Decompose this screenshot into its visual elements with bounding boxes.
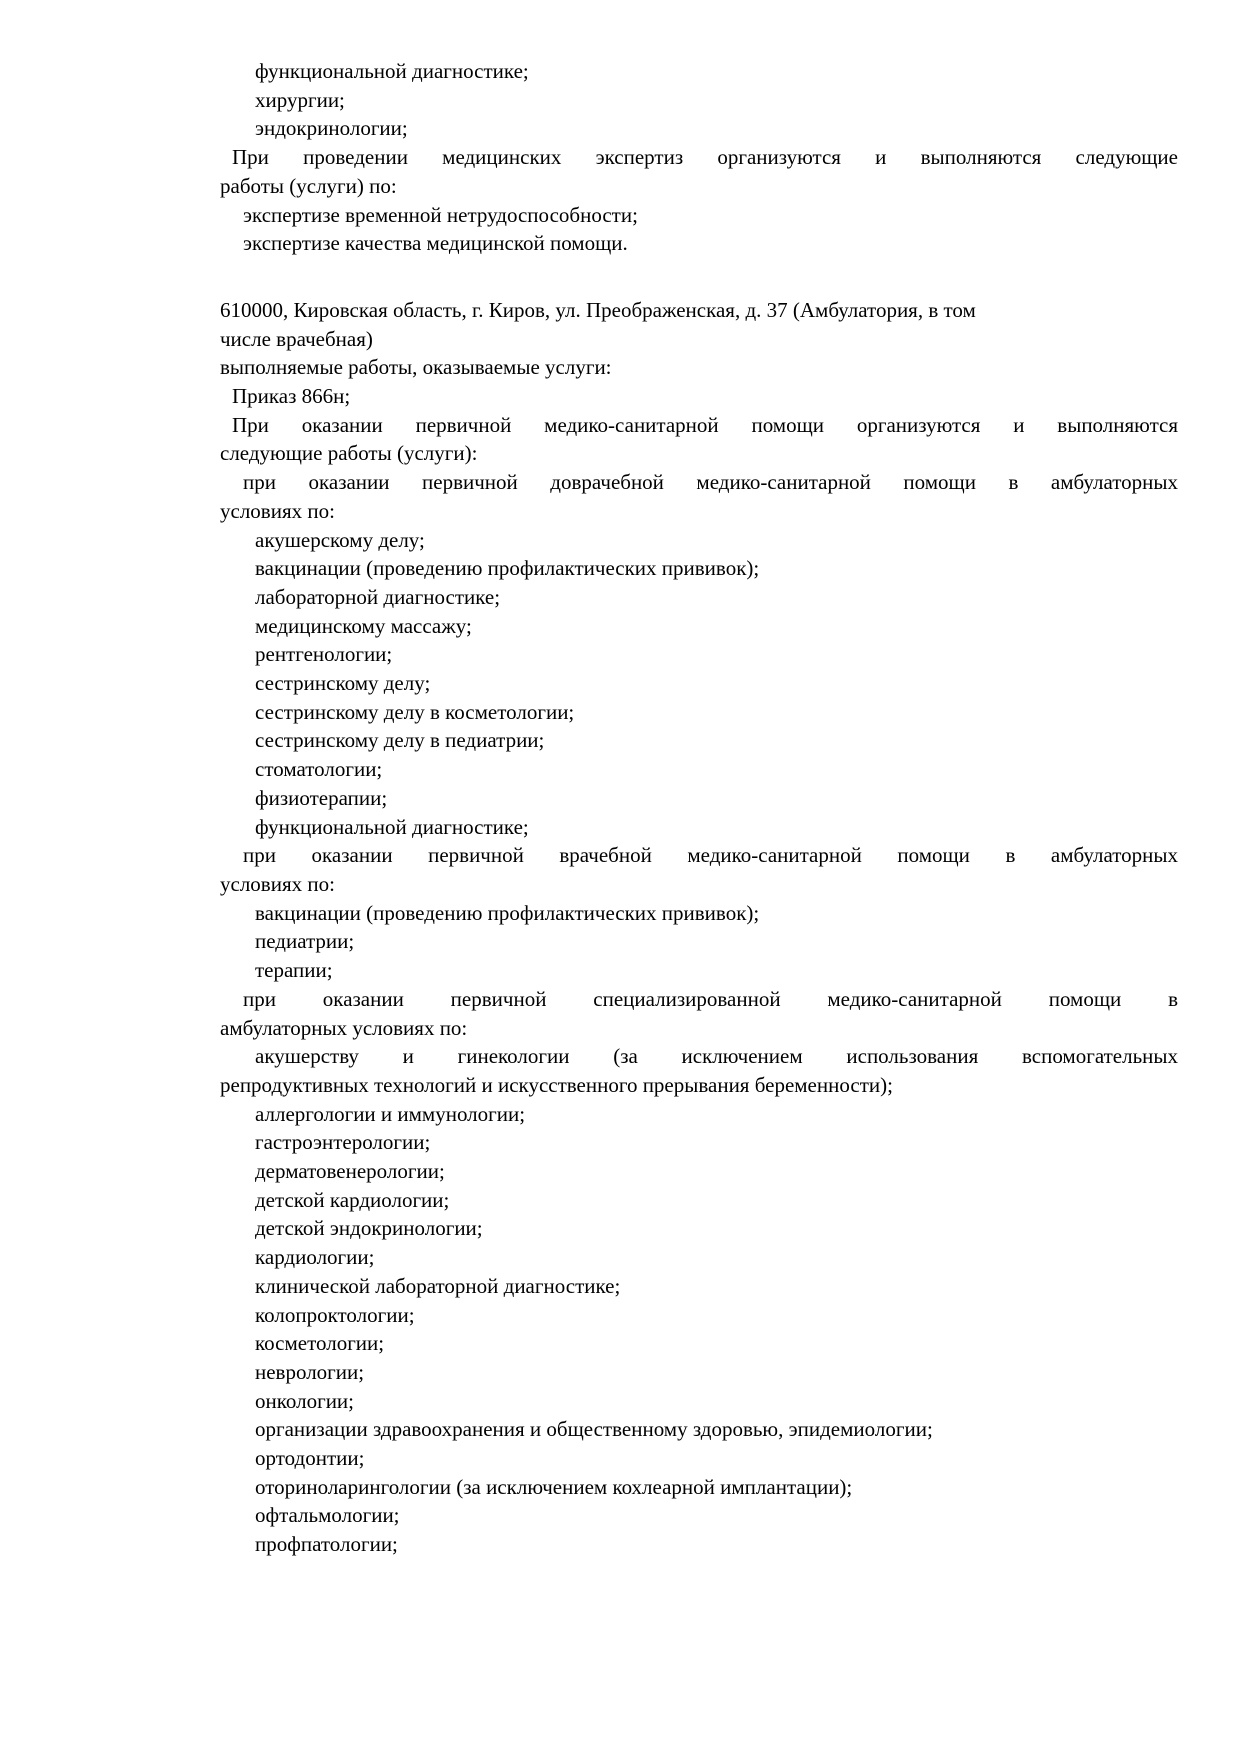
text-line: экспертизе временной нетрудоспособности;	[243, 202, 638, 227]
text-line: 610000, Кировская область, г. Киров, ул. Преображенская, д. 37 (Амбулатория, в том	[220, 297, 976, 322]
text-line: рентгенологии;	[255, 642, 393, 667]
text-line: эндокринологии;	[255, 116, 408, 141]
text-line: При оказании первичной медико-санитарной помощи организуются и выполняются	[232, 412, 1178, 437]
text-line: выполняемые работы, оказываемые услуги:	[220, 355, 612, 380]
text-line: амбулаторных условиях по:	[220, 1015, 468, 1040]
text-line: акушерскому делу;	[255, 527, 425, 552]
text-line: профпатологии;	[255, 1532, 398, 1557]
text-line: сестринскому делу в педиатрии;	[255, 728, 545, 753]
text-line: дерматовенерологии;	[255, 1159, 445, 1184]
text-line: следующие работы (услуги):	[220, 441, 478, 466]
text-line: аллергологии и иммунологии;	[255, 1101, 526, 1126]
text-line: При проведении медицинских экспертиз организуются и выполняются следующие	[232, 145, 1178, 170]
text-line: колопроктологии;	[255, 1302, 415, 1327]
text-line: детской эндокринологии;	[255, 1216, 483, 1241]
text-line: работы (услуги) по:	[220, 173, 397, 198]
text-line: ортодонтии;	[255, 1446, 365, 1471]
text-line: сестринскому делу в косметологии;	[255, 699, 575, 724]
blank-line	[220, 258, 1178, 296]
text-line: физиотерапии;	[255, 785, 388, 810]
text-line: офтальмологии;	[255, 1503, 400, 1528]
text-line: сестринскому делу;	[255, 671, 431, 696]
text-line: неврологии;	[255, 1359, 365, 1384]
text-line: кардиологии;	[255, 1245, 375, 1270]
text-line: онкологии;	[255, 1388, 355, 1413]
text-line: медицинскому массажу;	[255, 613, 472, 638]
text-line: стоматологии;	[255, 757, 383, 782]
text-line: хирургии;	[255, 87, 345, 112]
text-line: условиях по:	[220, 871, 335, 896]
text-line: косметологии;	[255, 1331, 385, 1356]
text-line: числе врачебная)	[220, 326, 373, 351]
text-line: терапии;	[255, 958, 333, 983]
text-line: оториноларингологии (за исключением кохлеарной имплантации);	[255, 1474, 853, 1499]
document-text-block	[220, 57, 1178, 1559]
text-line: гастроэнтерологии;	[255, 1130, 431, 1155]
text-line: при оказании первичной специализированной медико-санитарной помощи в	[243, 986, 1178, 1011]
text-line: вакцинации (проведению профилактических прививок);	[255, 900, 760, 925]
text-line: клинической лабораторной диагностике;	[255, 1273, 621, 1298]
text-line: репродуктивных технологий и искусственного прерывания беременности);	[220, 1072, 893, 1097]
text-line: функциональной диагностике;	[255, 59, 529, 83]
text-line: условиях по:	[220, 498, 335, 523]
text-line: акушерству и гинекологии (за исключением использования вспомогательных	[255, 1044, 1178, 1069]
text-line: функциональной диагностике;	[255, 814, 529, 839]
text-line: педиатрии;	[255, 929, 355, 954]
text-line: организации здравоохранения и общественному здоровью, эпидемиологии;	[255, 1417, 933, 1442]
text-line: при оказании первичной врачебной медико-санитарной помощи в амбулаторных	[243, 843, 1178, 868]
text-line: Приказ 866н;	[232, 384, 351, 409]
text-line: детской кардиологии;	[255, 1187, 450, 1212]
text-line: вакцинации (проведению профилактических прививок);	[255, 556, 760, 581]
text-line: при оказании первичной доврачебной медико-санитарной помощи в амбулаторных	[243, 470, 1178, 495]
text-line: лабораторной диагностике;	[255, 584, 501, 609]
text-line: экспертизе качества медицинской помощи.	[243, 231, 628, 256]
